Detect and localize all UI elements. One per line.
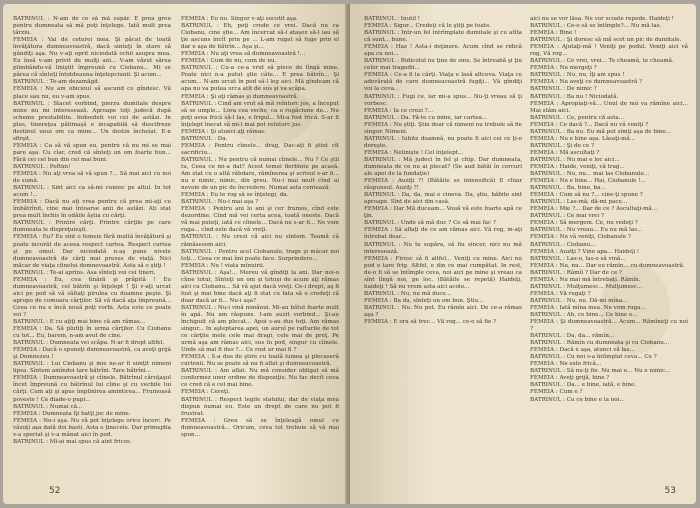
dialogue-line: FEMEIA : Cum să nu ?... cine-ţi spune ? xyxy=(530,192,643,199)
dialogue-line: BATRINUL : De nimic ? xyxy=(530,86,597,93)
dialogue-line: BATRINUL : Aşa!... Mereu vă gîndiţi la ani. Dar noi-o cîine totul, Sînteţi un om şi totuşi de acum aţi rămas aici cu Ciobanu... Să vă ajut dacă vreţi. Ce-i drept, aş fi fost şi mai bine dacă aţi fi stat cu fata să o credeţi că doar dacă ar fi... Nu-i aşa? xyxy=(181,269,339,304)
dialogue-line: BATRINUL : Las-mă, dă-mi pace... xyxy=(530,199,628,206)
dialogue-line: FEMEIA : Cum e ? xyxy=(530,389,583,396)
dialogue-line: BATRINUL : Cu ce bine e la noi... xyxy=(530,396,625,403)
page-number-right: 53 xyxy=(664,486,676,496)
dialogue-line: FEMEIA : Eu nu. Singur v-aţi socotit aşa. xyxy=(181,16,298,22)
dialogue-line: BATRINUL : Cu-a ce-a vrut să plece de lîngă mine. Poate nici n-a putut ştie câte... E prea bătrîn... Şi acum... N-am urcat în pod să-l leg aici. Mă gîndeam că apa nu va putea urca atît de sus şi va scăpa. xyxy=(181,65,339,93)
dialogue-line: BATRINUL : Da, da... rămîn... xyxy=(530,333,615,340)
dialogue-line: FEMEIA : Ajutaţi-mă ! Veniţi pe podul. Veniţi aici vă rog, Vă rog... xyxy=(530,44,688,58)
dialogue-line: BATRINUL : Iubite doamnă, nu poate fi aici cei ce ţi-o doreşte. xyxy=(364,135,522,149)
dialogue-line: BATRINUL : Printre cărţi. Printre cărţile pe care dumneata le dispreţuieşti. xyxy=(13,220,171,234)
dialogue-line: BATRINUL : Respect legile statului, dar de viaţa mea dispun numai eu. Este un drept de care nu pot fi frustrat. xyxy=(181,396,339,417)
dialogue-line: FEMEIA : Bine ! xyxy=(530,30,577,37)
dialogue-line: BATRINUL : Da. Fă-te cu mine, iar cartea... xyxy=(364,114,488,121)
dialogue-line: FEMEIA : Haz ! Asta-i deţinere. Acum cînd se ridică apa cu noi... xyxy=(364,44,522,58)
dialogue-line: BATRINUL : Nu, nu... mai las Ciobanule... xyxy=(530,171,650,178)
dialogue-line: BATRINUL : Şi doresc să mă scot un pic de dumitale. xyxy=(530,37,682,44)
dialogue-line: FEMEIA : Dacă nu aţi vrea pentru că prea mi-aţi cu îmbătrînit, cine mai întoarse anii de astăzi. Ati stat prea mult închis în odăile ăştia cu cărţi. xyxy=(13,199,171,220)
dialogue-line: FEMEIA : Firesc să fi altfel... Veniţi cu mine. Aici nu pod e tare frig. Altfel, e din ce mai cumpătat. In rest, de-o fi să se întîmple ceva, noi aici pe mine şi vreau ca sînt lîngă noi, pe loc. (Bătăile se repetă) Haideţi, haideţi ! Să nu vrem asta aici acolo... xyxy=(364,255,522,290)
dialogue-line: BATRINUL : Rămîi ? Dar de ce ? xyxy=(530,269,622,276)
dialogue-line: FEMEIA : Iată mîna mea. Ne vom ruga... xyxy=(530,304,646,311)
dialogue-line: BATRINUL : Inutil ! xyxy=(364,16,421,22)
dialogue-line: FEMEIA : Eu, cea tînără şi prăpită ! Eu dumneavoastră, cel bătrîn şi înţelept ! Şi v-aţi urcat aici pe pod să vă săltaţi pirulea cu doamne peşte. Şi apropo de comoara cărţilor. Să vă dacă aţa împreună... Ceea ce nu e încă nouă poţi vorbi. Asta este ce poate voi ? xyxy=(13,276,171,318)
dialogue-line: FEMEIA : Ce-a fi la cărţi. Viaţa e lasă altceva. Viaţa ce adevărată de care dumneavoastră fugiţi... Vă gîndiţi voi la ceva... xyxy=(364,72,522,93)
dialogue-line: FEMEIA : Pentru ani lo ani şi cer frumos, cînd este dezordine. Cînd mă vei certa acea, toată oneste. Dacă vă mai puteţi, iată ce cîinele... Dacă nu s-ar fi... Ne vom ruga... cînd este dacă vă vreţi. xyxy=(181,206,339,234)
dialogue-line: FEMEIA : Ia ce crezi ?... xyxy=(364,107,433,114)
dialogue-line: BATRINUL : Mulţumesc... Mulţumesc... xyxy=(530,283,643,290)
dialogue-line: FEMEIA : Nelinişte ! Cel înţelept... xyxy=(364,149,464,156)
dialogue-line: FEMEIA : Auziţi ?! (Bătăile se intensifică) E chiar răspunsul. Auziţi ?! xyxy=(364,178,522,192)
dialogue-line: FEMEIA : Ce dacă ?... Dacă nu vă veniţi ? xyxy=(530,121,649,128)
dialogue-line: BATRINUL : Mă judeci în fel şi chip. Dar dumneata, dumneata de ce nu ai plecat? (Se aud bătăi în cercuri ale apei de la fundaţie) xyxy=(364,156,522,178)
dialogue-line: BATRINUL : Ce mai vrei ? xyxy=(530,213,605,220)
dialogue-line: BATRINUL : Ridicolul nu ţine de sine. Se întreabă şi ţiu celor mai tragedii... xyxy=(364,58,522,72)
dialogue-line: FEMEIA : Nu am obiceiul să ascund ce gîndesc. Vă place sau nu, eu v-am spus. xyxy=(13,86,171,100)
dialogue-line: BATRINUL : Dumneata vei scăpa. N-ar fi drept altfel. xyxy=(13,340,165,347)
dialogue-line: BATRINUL : Şi de ce ? xyxy=(530,142,595,149)
dialogue-line: FEMEIA : Vai de ceterei mea. Şi păcat de toată învăţătura dumneavoastră, dacă sinteţi în stare să gândiţi aşa. Nu v-aţi oprit niciodată ochii asupra mea. Eu însă v-am privit de mulţi ani... V-am văzut sărea plimbându-vă liniştit împreună cu Ciobanu... Mi se părea că sînteţi întotdeauna înţelepciunii. Şi acum... xyxy=(13,37,171,79)
dialogue-line: FEMEIA : Nu aţi vrea să dumneavoastră !... xyxy=(181,51,306,58)
right-page-column-2 xyxy=(530,16,688,478)
left-page-column-1 xyxy=(13,16,171,478)
dialogue-line: FEMEIA : Greu să se înţeleagă omul cu dumneavoastră... Oricum, ceva tot trebuie să vă mai spun... xyxy=(181,417,339,438)
dialogue-line: BATRINUL : Te-am dezamăgit. xyxy=(13,79,100,86)
dialogue-line: BATRINUL : Pentru acel Ciobanule, trage şi măcar noi toţi... Ceea ce mai îmi poate face. Surprindere... xyxy=(181,248,339,262)
dialogue-line: FEMEIA : Apropiaţi-vă... Unul de noi va rămîne aici... Mai stăm aici. xyxy=(530,100,688,114)
dialogue-line: BATRINUL : Ba nu. Eu mă pot simţi aşa de bine... xyxy=(530,128,671,135)
dialogue-line: FEMEIA : Mă ascultaţi ? xyxy=(530,149,600,156)
dialogue-line: BATRINUL : E cu aţiţi mai bine că am rămas... xyxy=(13,319,146,326)
dialogue-line: BATRINUL : Ba, bine, ba... xyxy=(530,185,606,192)
dialogue-line: BATRINUL : Nu, nu mă duce... xyxy=(364,290,452,297)
dialogue-line: FEMEIA : Şi atunci aţi rămas. xyxy=(181,128,266,135)
dialogue-line: FEMEIA : Şi aţi rămas şi dumneavoastră. xyxy=(181,93,299,100)
dialogue-line: BATRINUL : Da... e bine, iată, e bine. xyxy=(530,382,637,389)
dialogue-line: FEMEIA : Dacă e aşa, atunci vă las... xyxy=(530,347,635,354)
dialogue-line: FEMEIA : Ba da, sînteţi un om bun. Ştiu... xyxy=(364,297,484,304)
dialogue-line: FEMEIA : Nu e bine aşa. Lăsaţi-mă... xyxy=(530,135,636,142)
dialogue-line: BATRINUL : Unde să mă duc ? Ce să mai fac ? xyxy=(364,220,496,227)
dialogue-line: FEMEIA : Cereţi. xyxy=(181,389,230,396)
dialogue-line: FEMEIA : S-a dus de ştire cu toată lumea şi plecaseră curtenii. Nu se poate să nu fi aflat şi dumneavoastră. xyxy=(181,354,339,368)
dialogue-line: BATRINUL : Cu noi s-a întîmplat ceva... Ce ? xyxy=(530,354,657,361)
dialogue-line: FEMEIA : Auziţi ? Vine apa... Haideţi ! xyxy=(530,248,640,255)
dialogue-line: FEMEIA : Să mergem. Ce, nu vedeţi ? xyxy=(530,220,638,227)
dialogue-line: FEMEIA : Nu mai mă întrebaţi. Rămîn. xyxy=(530,276,641,283)
dialogue-line: BATRINUL : Da. xyxy=(181,135,228,142)
left-page xyxy=(3,4,348,504)
dialogue-line: FEMEIA : Nu-i aşa. Nu vă pot înţelege orice încerc. Pe văzuţi aşa dată doi basti. Asta e ţinecele. Dar primejdia v-a speriat şi v-a mânat aici în pod. xyxy=(13,417,171,438)
dialogue-line: FEMEIA : Dumneavoastră şi cîinele. Bătrînul căruţaşul încet împreună cu bătrînul lui cîine şi cu vechile lui cărţi. Cum aţi şi apus împlinirea amintirea... Frumoasă poveste ! Ce diade-o pupi... xyxy=(13,375,171,403)
dialogue-line: BATRINUL : Numai că... xyxy=(13,403,83,410)
right-page-column-1 xyxy=(364,16,522,478)
dialogue-line: BATRINUL : Stacet vorbind, pierzu dumitale despre mine nu mi interesează. Aproape toţi judecă după scheme prestabilite. Indoedeti voi cei de astăzi. In plus, tinereţea pătimaşă e incapabilă să descifreze destinul unui om ca mine... Un destin încheiat. E-n sfirşit. xyxy=(13,100,171,142)
dialogue-line: BATRINUL : Nu, nu, îţi am spus ! xyxy=(530,72,625,79)
dialogue-line: BATRINUL : Da, da, mai e cineva. Da, ştiu, băbite sint aproape. Sînt de aici din casă. xyxy=(364,192,522,206)
dialogue-line: FEMEIA : Ne este frică... xyxy=(530,361,602,368)
dialogue-line: FEMEIA : Pentru cîinele... drag, Dac-aţi fi ştiut cît sacrificiu... xyxy=(181,142,339,156)
right-page xyxy=(350,4,696,504)
dialogue-line: BATRINUL : Nu pentru că numai cîinele... Nu ? Ce ştii tu, Ceea ce mi-a dat? Acest temei fierbinte pe acasă. Am stat cu o altă răbdare, rămînerea şi scrisul s-ar fi... nu e nimic, nimic, din greu. Nu-i mai mult cînd ai nevoie de un pic de încredere. Numai asta contează. xyxy=(181,156,339,192)
dialogue-line: FEMEIA : Haide, veniţi, vă trag... xyxy=(530,163,625,170)
dialogue-line: FEMEIA : Dumneata îţi batţi joc de mine. xyxy=(13,410,131,417)
dialogue-line: FEMEIA : Dar Mă duceam... Vouă vă este foarte apă ce ţin. xyxy=(364,206,522,220)
dialogue-line: BATRINUL : Sint aici ca să-mi cunosc pe altul. In tot acum !... xyxy=(13,185,171,199)
dialogue-line: FEMEIA : Nu mergeţi ? xyxy=(530,65,597,72)
dialogue-line: BATRINUL : Nu te supăra, să fiu sincer, nici nu mă interesează. xyxy=(364,241,522,255)
dialogue-line: BATRINUL : Ba nu ! Niciodată. xyxy=(530,93,619,100)
dialogue-line: FEMEIA : Nu aveţi ce dumneavoastră ? xyxy=(530,79,643,86)
page-number-left: 52 xyxy=(49,486,61,496)
dialogue-line: BATRINUL : Rămîn cu dumneata şi cu Ciobanu... xyxy=(530,340,670,347)
dialogue-line: BATRINUL : Cind am vrut să mă reîntorc jos, a început să se umple... Lora cea veche, ca o rugăciune de... Nu poţi avea frică să-l las, e frigul... Mi-a fost frică. S-ar fi înţelept înecat să mi-l mai pot reîntorc jos. xyxy=(181,100,339,128)
dialogue-line: BATRINUL : Fugi ce, iar mi-a spus... Nu-ţi vreau să ţi vorbesc. xyxy=(364,93,522,107)
dialogue-line: BATRINUL : Intr-un fel întrîmplate dumitale şi cu atîta că sunt... bune. xyxy=(364,30,522,44)
dialogue-line: FEMEIA : Nu ! viata mînuirii. xyxy=(181,262,265,269)
dialogue-line: FEMEIA : Eu te rog să se înţelegi, da. xyxy=(181,192,289,199)
dialogue-line: FEMEIA : Mie ?... Dar de ce ? Ascultaţi-mă... xyxy=(530,206,658,213)
dialogue-line: BATRINUL : N-am de ce să mă supăr. E prea greu pentru dumneata să mă poţi înţelege. Iată mult prea târziu. xyxy=(13,16,171,37)
dialogue-line: FEMEIA : Nu, nu... Dar eu rămîn... cu dumneavoastră. xyxy=(530,262,685,269)
dialogue-line: FEMEIA : Cum de nu, cum de nu. xyxy=(181,58,277,65)
dialogue-line: FEMEIA : Să aflaţi de ce am rămas aici. Vă rog, m-aţi întrebat doar... xyxy=(364,227,522,241)
dialogue-line: FEMEIA : Şi dumneavoastră... Acum... Rămîneţi cu noi ? xyxy=(530,319,688,333)
dialogue-line: BATRINUL : Am aflat. Nu mă consider obligat să mă conformez unor ordine de dispoziţie. Nu fac decît ceea ce cred că e cel mai bine. xyxy=(181,368,339,389)
dialogue-line: BATRINUL : Să nu-ţi fie. Nu mai e... Nu e nimic... xyxy=(530,368,671,375)
dialogue-line: FEMEIA : Da. Să plutiţi în urma cărţilor. Cu Ciobanu cu tot... Eu, barem, n-am avut de cine. xyxy=(13,326,171,340)
dialogue-line: FEMEIA : E ora să trec... Vă rog... ce-o să fie ? xyxy=(364,319,497,326)
dialogue-line: BATRINUL : Poftim! xyxy=(13,163,71,170)
dialogue-line: BATRINUL : Las-o, las-o să vină... xyxy=(530,255,626,262)
dialogue-line: BATRINUL : Ce vrei, vrei... Te cheamă, te cheamă. xyxy=(530,58,674,65)
dialogue-line: BATRINUL : Nu crezi că aici nu sîntem. Teamă că rămăsesem aici. xyxy=(181,234,339,248)
dialogue-line: BATRINUL : Nu. Nu pot. Eu rămîn aici. De ce-a rămas aşa ? xyxy=(364,304,522,318)
left-page-column-2 xyxy=(181,16,339,478)
dialogue-line: BATRINUL : Ciobanu... xyxy=(530,241,596,248)
dialogue-line: BATRINUL : Ah, ce bine... Ce bine e... xyxy=(530,311,638,318)
dialogue-line: FEMEIA : Aveţi grijă, bine ? xyxy=(530,375,610,382)
dialogue-line: BATRINUL : Lui Ciobanu şi mie ne-ar fi simţit nimeni lipsa. Sîntem amîndoi tare bătrîni. Tare bătrîni... xyxy=(13,361,171,375)
dialogue-line: BATRINUL : Nu, nu. Dă-mi mîna... xyxy=(530,297,628,304)
dialogue-line: FEMEIA : Ca să vă spun eu, pentru că nu mi se mai pare aşa. Cu clar, cred că sînteţi un om foarte bun... Fără cei cel bun din cei mai buni. xyxy=(13,142,171,163)
dialogue-line: FEMEIA : Dacă o spuneţi dumneavoastră, ca aveţi grijă şi Dumnezeu ! xyxy=(13,347,171,361)
dialogue-line: BATRINUL : Nu vreau... Eu nu mă las... xyxy=(530,227,643,234)
dialogue-line: FEMEIA : Nu e bine... Hai, Ciobanule !... xyxy=(530,178,646,185)
dialogue-line: aici nu se vor lăsa. Ne vor scoate repede. Haideţi ! xyxy=(530,16,674,22)
dialogue-line: FEMEIA : Nu vă veniţi, Ciobanule ? xyxy=(530,234,631,241)
dialogue-line: FEMEIA : Sigur... Credeţi că le ştiţi pe toate. xyxy=(364,23,492,30)
dialogue-line: FEMEIA : Vă rugaţi ? xyxy=(530,290,591,297)
dialogue-line: FEMEIA : Eu? Eu sînt o femeie fără multă învăţătură şi poate incurăt de aceea respect cartea. Respect cartea şi pe omul. Dar niciodată n-aş pune nivele dumneavoastră de cărţi mai presus de viaţă. Nici măcar de viaţa cîinelui domnevoastră. Asta să o ştiţi ! xyxy=(13,234,171,269)
dialogue-line: BATRINUL : Nu-i vină nimănui. Mi-au bătut foarte mult în apă. Nu am răspuns. I-am auzit vorbind... Şi-au închipuit că am plecat... Apoi s-au dus toţi. Am rămas singur... In aşteptarea apei, un aurul pe rafturile de tot ce cărţile mele cele mai dragi, cele mai de preţ. Pe urmă aşa am rămas aici, sus în pod, singur cu cîinele. Unde să mai fi dus ?... Ce rost ar mai fi ? xyxy=(181,304,339,354)
dialogue-line: FEMEIA : Nu aţi vrea să vă spun ?... Să mai aici cu noi de sumă. xyxy=(13,171,171,185)
dialogue-line: BATRINUL : Nu mai e loc aici... xyxy=(530,156,620,163)
dialogue-line: BATRINUL : Mi-ai mai spus că aint fricos. xyxy=(13,438,132,445)
dialogue-line: BATRINUL : Te-ai aprins. Asa sînteţi voi cei tineri. xyxy=(13,269,156,276)
dialogue-line: BATRINUL : Eh, poţi crede ce vrei. Dacă nu ca Ciobanu, cine ştie... Am încercat să-l ataşez să-l iau să ţie ascuns încît prin pe ... L-am rugat să fuge prin el dar e aşa de bătrîn... Aşa și... xyxy=(181,23,339,51)
dialogue-line: BATRINUL : Nu-i mai aşa ? xyxy=(181,199,259,206)
dialogue-line: BATRINUL : Ce-o să se întîmple?... Nu mă las. xyxy=(530,23,662,30)
dialogue-line: FEMEIA : Nu ştiţi. Ştiu doar că nimeni nu trebuie să fie singur. Nimeni. xyxy=(364,121,522,135)
dialogue-line: BATRINUL : Ce, pentru că asta... xyxy=(530,114,625,121)
